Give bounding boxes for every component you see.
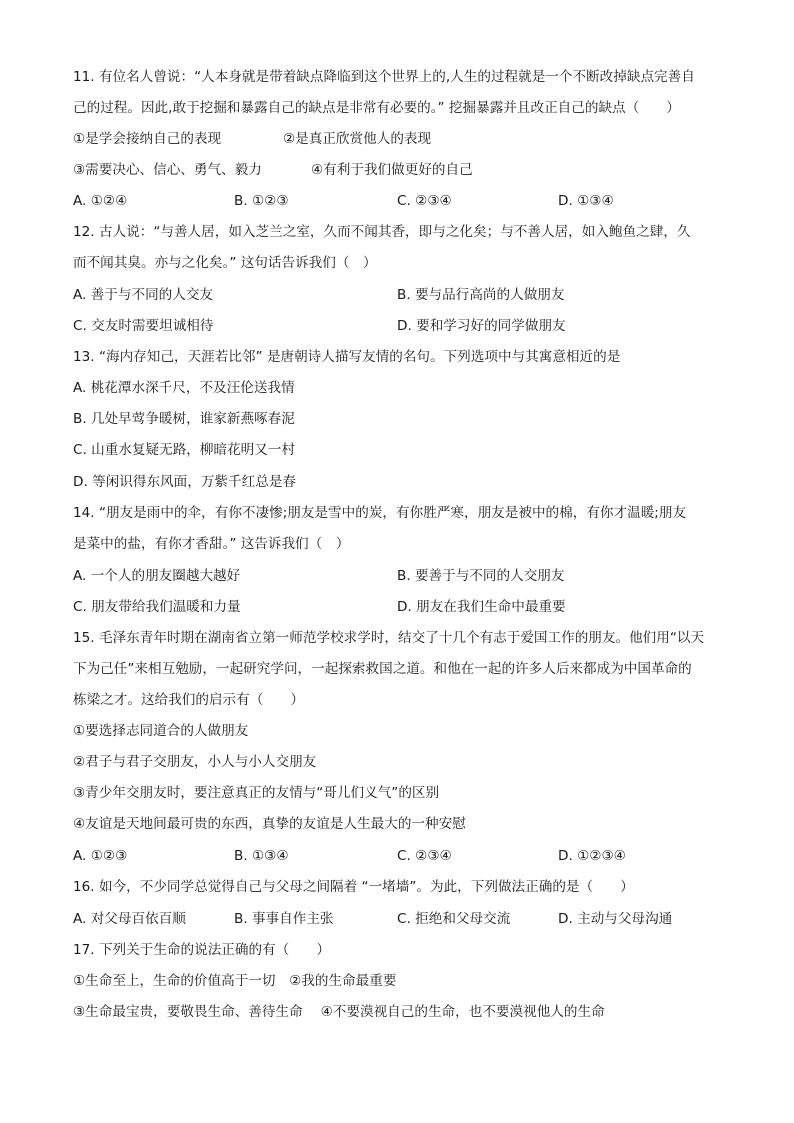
q15-stem-line3: 栋梁之才。这给我们的启示有（ ） [73,692,305,708]
q16-option-c: C. 拒绝和父母交流 [397,911,511,927]
q16-option-b: B. 事事自作主张 [234,911,334,927]
q13-option-d: D. 等闲识得东风面，万紫千红总是春 [73,474,297,490]
q15-statement-2: ②君子与君子交朋友，小人与小人交朋友 [73,754,317,770]
q11-option-d: D. ①③④ [558,193,614,209]
q15-option-d: D. ①②③④ [558,848,626,864]
q14-stem-line2: 是菜中的盐，有你才香甜。” 这告诉我们（ ） [73,536,350,552]
q16-stem-line1: 16. 如今，不少同学总觉得自己与父母之间隔着 “一堵墙”。为此，下列做法正确的是（ ） [73,879,634,895]
q15-stem-line1: 15. 毛泽东青年时期在湖南省立第一师范学校求学时，结交了十几个有志于爱国工作的朋友。他们用“以天 [73,630,705,646]
q13-option-b: B. 几处早莺争暖树，谁家新燕啄春泥 [73,411,295,427]
q14-option-b: B. 要善于与不同的人交朋友 [397,568,565,584]
q11-option-a: A. ①②④ [73,193,128,209]
q16-option-a: A. 对父母百依百顺 [73,911,186,927]
q11-option-b: B. ①②③ [234,193,289,209]
q12-option-d: D. 要和学习好的同学做朋友 [397,318,566,334]
q15-stem-line2: 下为己任”来相互勉励，一起研究学问，一起探索救国之道。和他在一起的许多人后来都成为中国革命的 [73,661,692,677]
q17-statements-3-4: ③生命最宝贵，要敬畏生命、善待生命 ④不要漠视自己的生命，也不要漠视他人的生命 [73,1004,605,1020]
q11-statement-4: ④有利于我们做更好的自己 [311,162,473,178]
q17-stem-line1: 17. 下列关于生命的说法正确的有（ ） [73,942,331,958]
q11-statement-1: ①是学会接纳自己的表现 [73,131,222,147]
q14-option-d: D. 朋友在我们生命中最重要 [397,599,566,615]
q14-option-a: A. 一个人的朋友圈越大越好 [73,568,241,584]
q15-option-c: C. ②③④ [397,848,452,864]
q11-option-c: C. ②③④ [397,193,452,209]
q12-option-c: C. 交友时需要坦诚相待 [73,318,214,334]
q14-stem-line1: 14. “朋友是雨中的伞，有你不凄惨;朋友是雪中的炭，有你胜严寒，朋友是被中的棉，有你才温暖;朋友 [73,505,687,521]
q11-statement-3: ③需要决心、信心、勇气、毅力 [73,162,262,178]
q15-option-b: B. ①③④ [234,848,289,864]
q17-statements-1-2: ①生命至上，生命的价值高于一切 ②我的生命最重要 [73,973,397,989]
q12-stem-line1: 12. 古人说：“与善人居，如入芝兰之室，久而不闻其香，即与之化矣；与不善人居，如入鲍鱼之肆，久 [73,224,691,240]
q14-option-c: C. 朋友带给我们温暖和力量 [73,599,241,615]
q12-option-a: A. 善于与不同的人交友 [73,287,214,303]
q11-stem-line2: 己的过程。因此,敢于挖掘和暴露自己的缺点是非常有必要的。” 挖掘暴露并且改正自己的缺点（ ） [73,100,681,116]
q12-stem-line2: 而不闻其臭。亦与之化矣。” 这句话告诉我们（ ） [73,255,377,271]
q11-stem-line1: 11. 有位名人曾说：“人本身就是带着缺点降临到这个世界上的,人生的过程就是一个不断改掉缺点完善自 [73,69,695,85]
q13-stem-line1: 13. “海内存知己，天涯若比邻” 是唐朝诗人描写友情的名句。下列选项中与其寓意相近的是 [73,349,621,365]
q13-option-a: A. 桃花潭水深千尺，不及汪伦送我情 [73,380,295,396]
q15-statement-4: ④友谊是天地间最可贵的东西，真挚的友谊是人生最大的一种安慰 [73,816,466,832]
q15-statement-1: ①要选择志同道合的人做朋友 [73,723,249,739]
q12-option-b: B. 要与品行高尚的人做朋友 [397,287,565,303]
q16-option-d: D. 主动与父母沟通 [558,911,673,927]
q15-statement-3: ③青少年交朋友时，要注意真正的友情与“哥儿们义气”的区别 [73,785,440,801]
q15-option-a: A. ①②③ [73,848,128,864]
q13-option-c: C. 山重水复疑无路，柳暗花明又一村 [73,442,296,458]
q11-statement-2: ②是真正欣赏他人的表现 [283,131,432,147]
